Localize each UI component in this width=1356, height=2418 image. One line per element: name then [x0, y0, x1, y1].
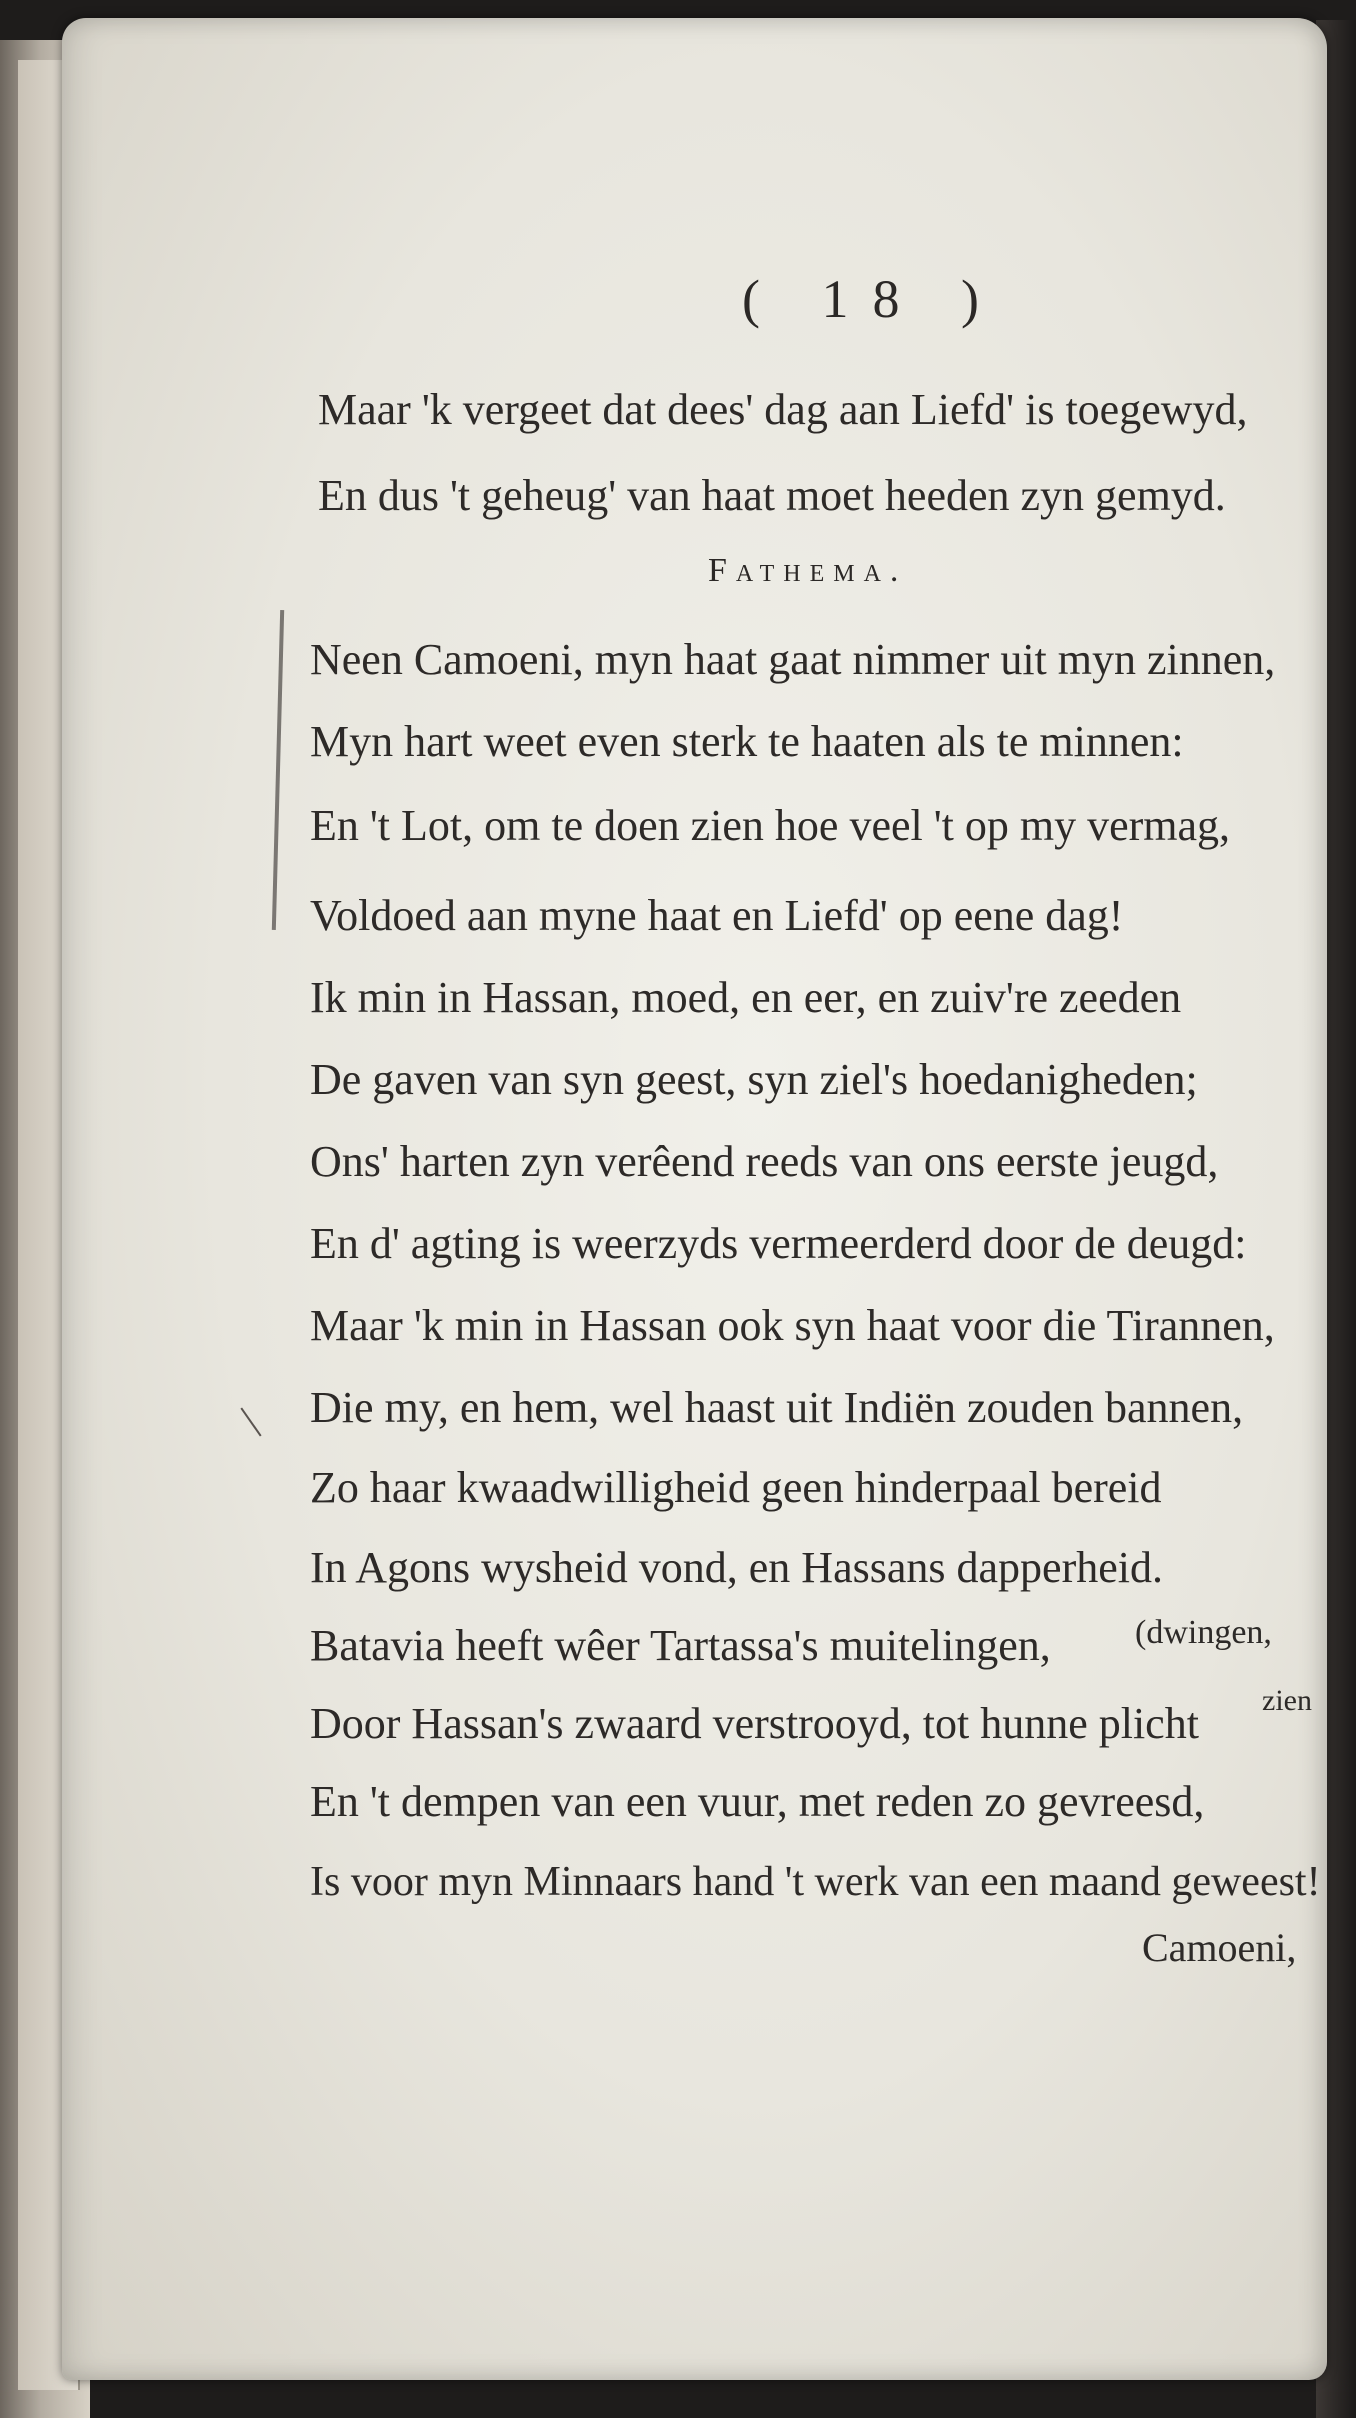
verse-line: Maar 'k min in Hassan ook syn haat voor die Tirannen,: [310, 1301, 1275, 1350]
speaker-name: Fathema.: [708, 552, 908, 589]
verse-line: In Agons wysheid vond, en Hassans dapperheid.: [310, 1543, 1163, 1592]
overflow-word-dwingen: (dwingen,: [1135, 1614, 1272, 1651]
verse-line: Door Hassan's zwaard verstrooyd, tot hunne plicht: [310, 1699, 1199, 1748]
verse-line: Ons' harten zyn verêend reeds van ons eerste jeugd,: [310, 1137, 1219, 1186]
verse-line: En 't dempen van een vuur, met reden zo gevreesd,: [310, 1777, 1205, 1826]
verse-line: Zo haar kwaadwilligheid geen hinderpaal bereid: [310, 1463, 1162, 1512]
verse-line: Die my, en hem, wel haast uit Indiën zouden bannen,: [310, 1383, 1244, 1432]
catchword: Camoeni,: [1142, 1925, 1297, 1970]
verse-line: Voldoed aan myne haat en Liefd' op eene dag!: [310, 891, 1124, 940]
verse-line: En dus 't geheug' van haat moet heeden zyn gemyd.: [318, 471, 1226, 520]
verse-line: Batavia heeft wêer Tartassa's muitelingen,: [310, 1621, 1051, 1670]
verse-line: Ik min in Hassan, moed, en eer, en zuiv're zeeden: [310, 973, 1182, 1022]
verse-line: Myn hart weet even sterk te haaten als te minnen:: [310, 717, 1184, 766]
verse-line: En d' agting is weerzyds vermeerderd door de deugd:: [310, 1219, 1247, 1268]
verse-line: Neen Camoeni, myn haat gaat nimmer uit myn zinnen,: [310, 635, 1276, 684]
verse-line: Is voor myn Minnaars hand 't werk van een maand geweest!: [310, 1859, 1321, 1905]
page-number: ( 18 ): [742, 269, 1003, 329]
book-page: [62, 18, 1327, 2380]
verse-line: De gaven van syn geest, syn ziel's hoedanigheden;: [310, 1055, 1198, 1104]
verse-line: Maar 'k vergeet dat dees' dag aan Liefd' is toegewyd,: [318, 385, 1248, 434]
overflow-word-zien: zien: [1262, 1684, 1312, 1717]
verse-line: En 't Lot, om te doen zien hoe veel 't op my vermag,: [310, 801, 1231, 850]
